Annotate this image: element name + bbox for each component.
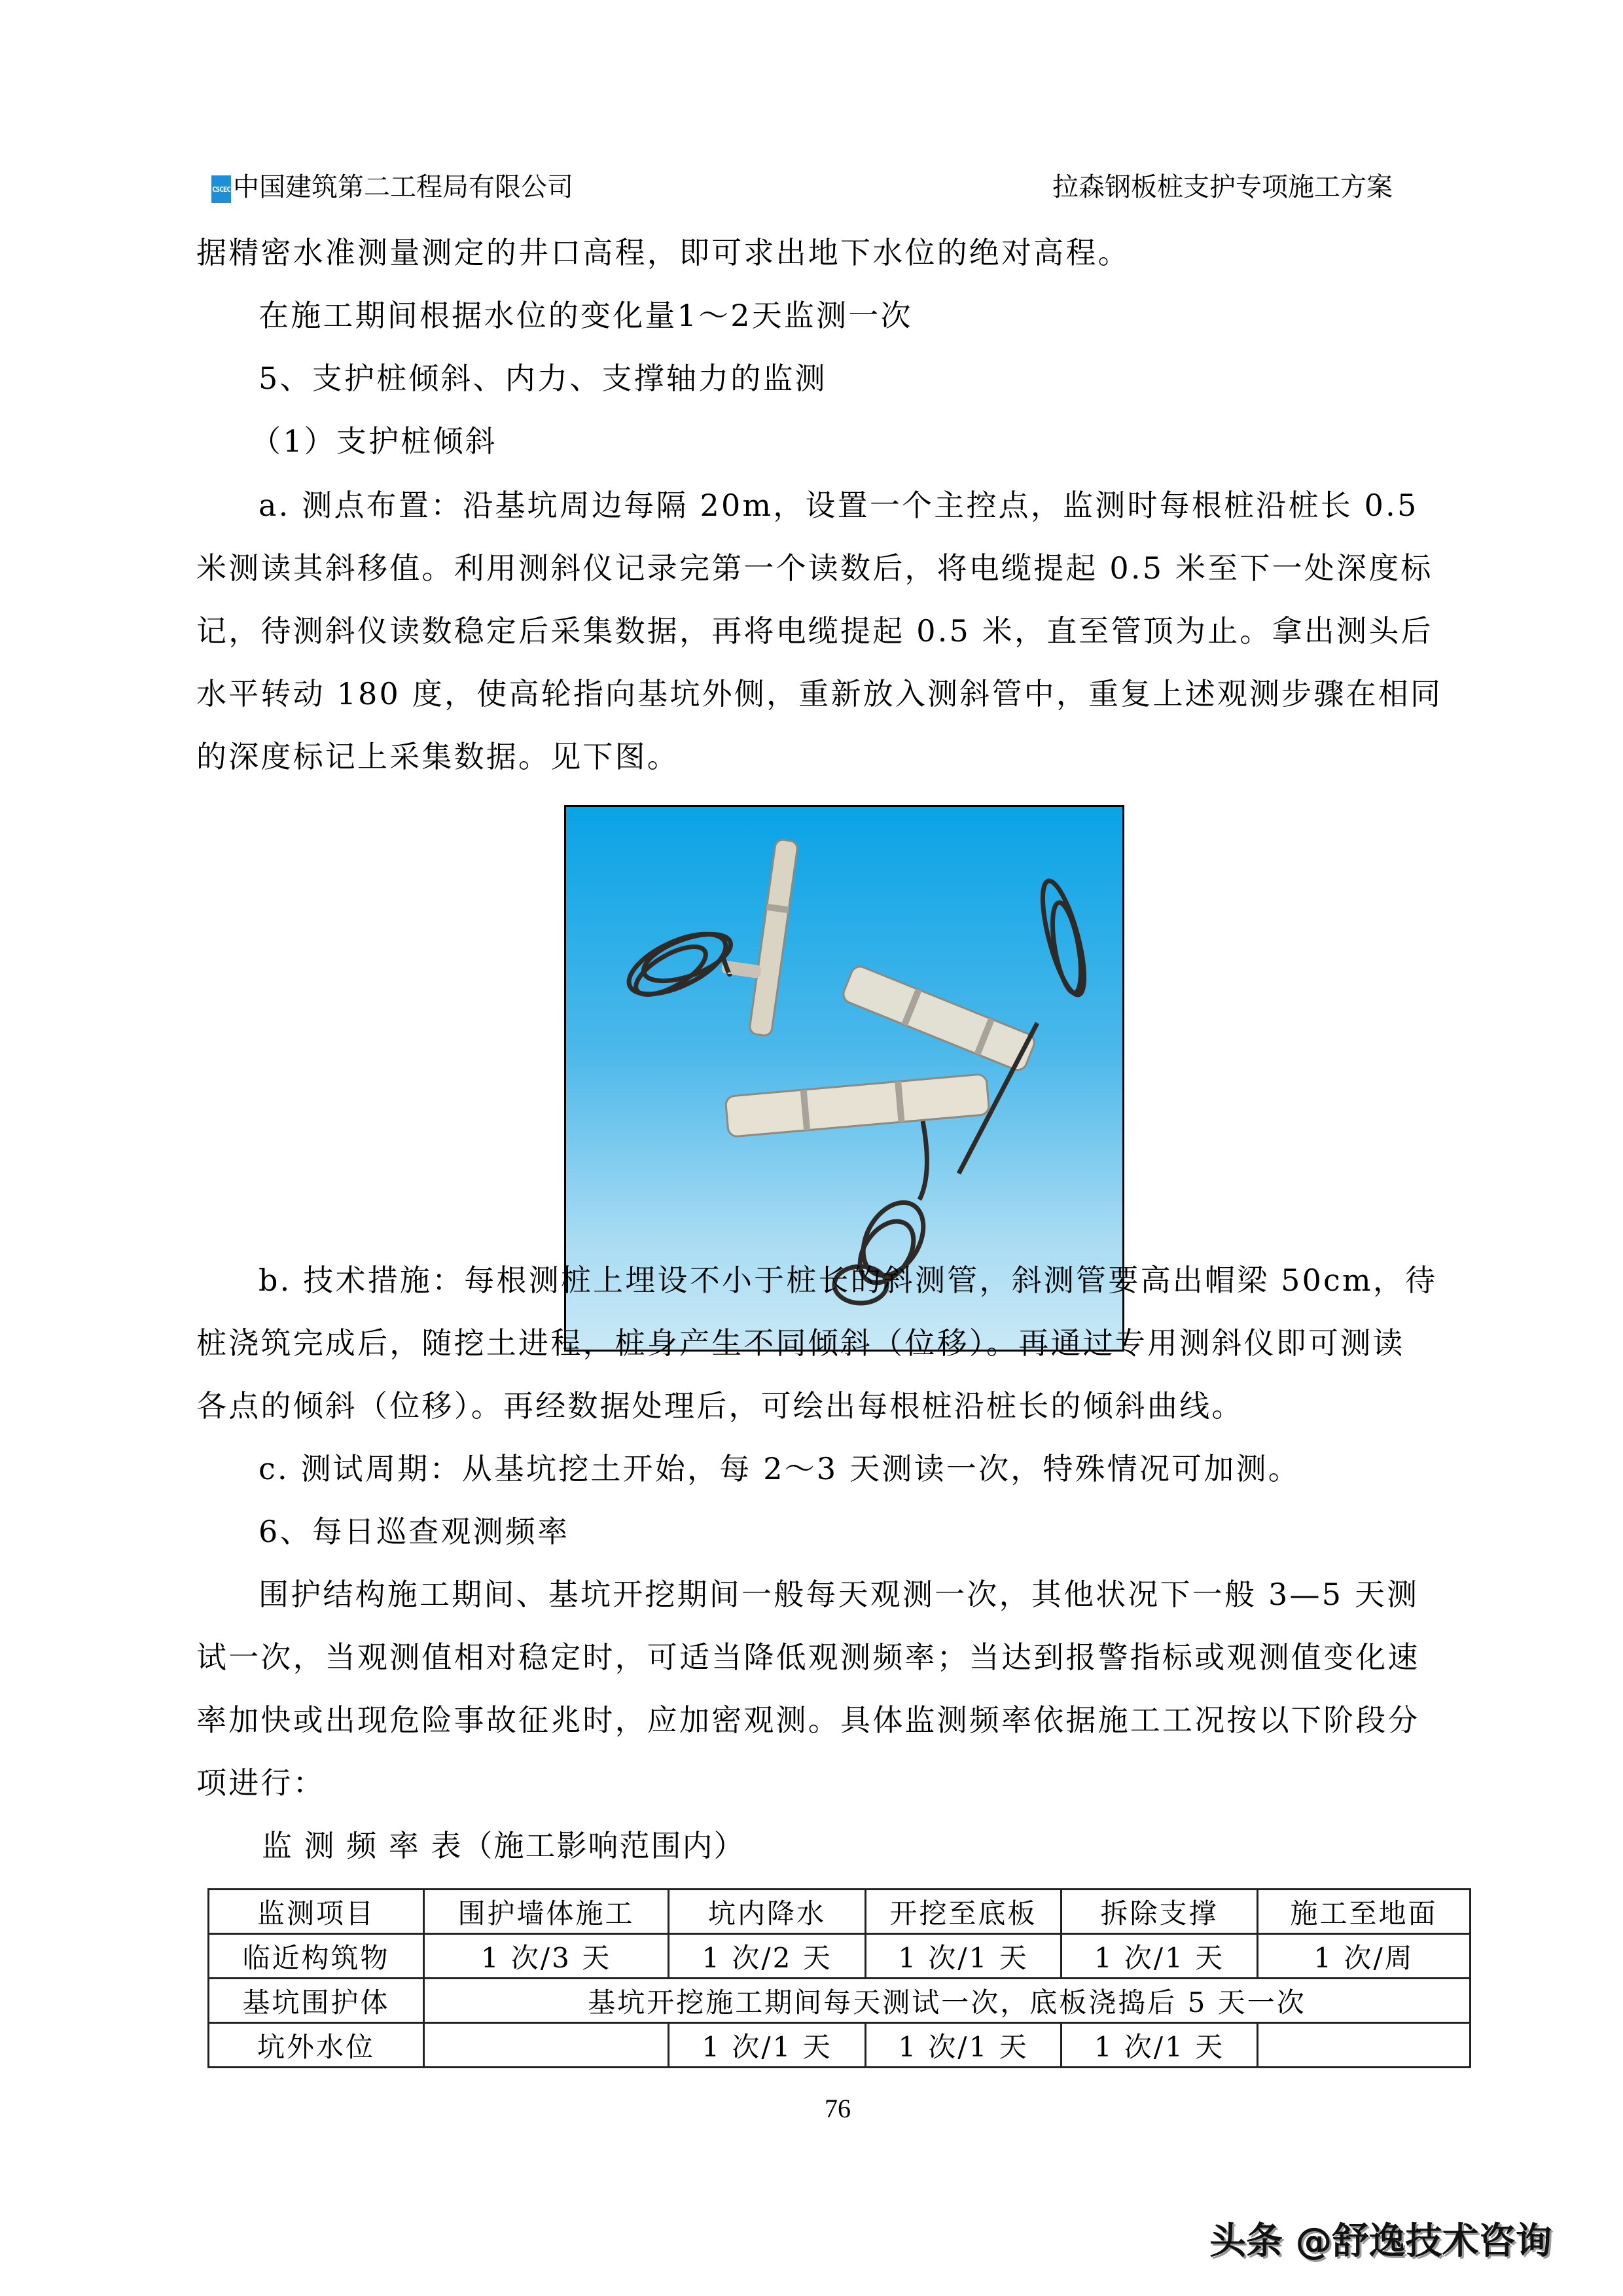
header-cell: 拆除支撑 xyxy=(1061,1890,1258,1934)
document-title: 拉森钢板桩支护专项施工方案 xyxy=(1052,172,1393,202)
table-row xyxy=(209,1979,1471,2023)
paragraph-line: 的深度标记上采集数据。见下图。 xyxy=(196,739,679,774)
table-header-row xyxy=(209,1890,1471,1934)
paragraph-line: a. 测点布置：沿基坑周边每隔 20m，设置一个主控点，监测时每根桩沿桩长 0.5 xyxy=(259,488,1419,523)
table-cell: 1 次/1 天 xyxy=(669,2023,866,2068)
table-cell: 1 次/1 天 xyxy=(866,1934,1061,1979)
paragraph-line: 各点的倾斜（位移）。再经数据处理后，可绘出每根桩沿桩长的倾斜曲线。 xyxy=(196,1388,1244,1424)
table-cell xyxy=(424,2023,669,2068)
header-cell: 监测项目 xyxy=(209,1890,424,1934)
table-cell: 1 次/周 xyxy=(1258,1934,1471,1979)
subsection-heading: （1）支护桩倾斜 xyxy=(251,423,497,459)
header-cell: 开挖至底板 xyxy=(866,1890,1061,1934)
header-cell: 坑内降水 xyxy=(669,1890,866,1934)
row-label: 坑外水位 xyxy=(209,2023,424,2068)
paragraph-line: 试一次，当观测值相对稳定时，可适当降低观测频率；当达到报警指标或观测值变化速 xyxy=(196,1640,1420,1675)
paragraph-line: 围护结构施工期间、基坑开挖期间一般每天观测一次，其他状况下一般 3—5 天测 xyxy=(259,1577,1419,1612)
row-label: 临近构筑物 xyxy=(209,1934,424,1979)
row-label: 基坑围护体 xyxy=(209,1979,424,2023)
paragraph-line: 桩浇筑完成后，随挖土进程，桩身产生不同倾斜（位移）。再通过专用测斜仪即可测读 xyxy=(196,1325,1405,1361)
section-heading: 6、每日巡查观测频率 xyxy=(259,1514,570,1549)
paragraph-line: 率加快或出现危险事故征兆时，应加密观测。具体监测频率依据施工工况按以下阶段分 xyxy=(196,1702,1420,1738)
header-cell: 施工至地面 xyxy=(1258,1890,1471,1934)
table-cell: 1 次/3 天 xyxy=(424,1934,669,1979)
table-cell: 1 次/1 天 xyxy=(1061,2023,1258,2068)
paragraph-line: 在施工期间根据水位的变化量1～2天监测一次 xyxy=(259,298,913,333)
table-row xyxy=(209,2023,1471,2068)
section-heading: 5、支护桩倾斜、内力、支撑轴力的监测 xyxy=(259,361,827,396)
table-caption: 监 测 频 率 表（施工影响范围内） xyxy=(262,1828,745,1863)
logo-text: CSCEC xyxy=(211,185,231,194)
company-name: 中国建筑第二工程局有限公司 xyxy=(233,172,573,202)
table-cell: 1 次/1 天 xyxy=(866,2023,1061,2068)
paragraph-line: c. 测试周期：从基坑挖土开始，每 2～3 天测读一次，特殊情况可加测。 xyxy=(259,1451,1300,1486)
table-cell: 1 次/1 天 xyxy=(1061,1934,1258,1979)
page-number: 76 xyxy=(825,2094,851,2123)
table-row xyxy=(209,1934,1471,1979)
monitoring-frequency-table xyxy=(207,1888,1471,2068)
merged-cell: 基坑开挖施工期间每天测试一次，底板浇捣后 5 天一次 xyxy=(424,1979,1471,2023)
watermark: 头条 @舒逸技术咨询 xyxy=(1209,2220,1552,2263)
table-cell: 1 次/2 天 xyxy=(669,1934,866,1979)
paragraph-line: b. 技术措施：每根测桩上埋设不小于桩长的斜测管，斜测管要高出帽梁 50cm，待 xyxy=(259,1263,1438,1298)
paragraph-line: 记，待测斜仪读数稳定后采集数据，再将电缆提起 0.5 米，直至管顶为止。拿出测头后 xyxy=(196,613,1433,649)
paragraph-line: 米测读其斜移值。利用测斜仪记录完第一个读数后，将电缆提起 0.5 米至下一处深度标 xyxy=(196,550,1433,586)
paragraph-line: 据精密水准测量测定的井口高程，即可求出地下水位的绝对高程。 xyxy=(196,235,1130,270)
company-logo xyxy=(211,175,231,203)
table-cell xyxy=(1258,2023,1471,2068)
paragraph-line: 项进行： xyxy=(196,1765,325,1801)
header-cell: 围护墙体施工 xyxy=(424,1890,669,1934)
paragraph-line: 水平转动 180 度，使高轮指向基坑外侧，重新放入测斜管中，重复上述观测步骤在相同 xyxy=(196,676,1443,711)
